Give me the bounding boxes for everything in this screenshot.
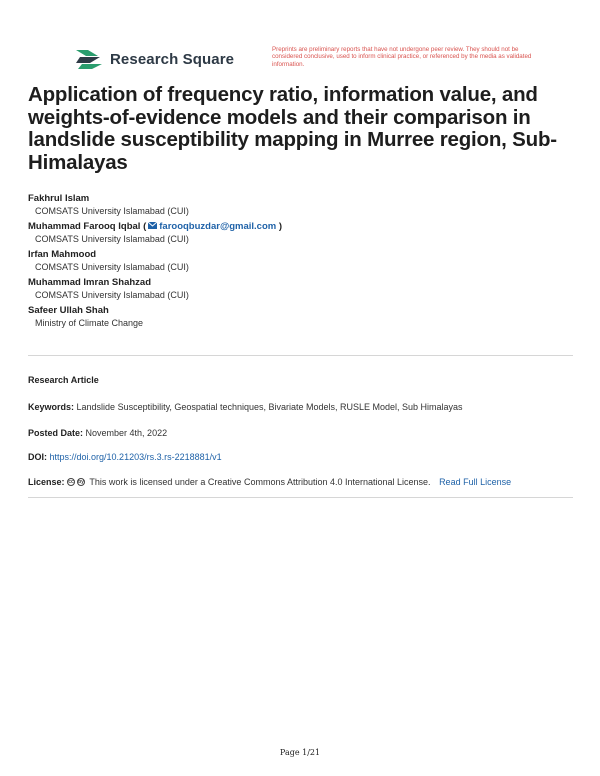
- author-item: [28, 304, 573, 329]
- mail-icon: [148, 222, 157, 229]
- author-affiliation: COMSATS University Islamabad (CUI): [35, 206, 189, 216]
- research-square-logo[interactable]: [74, 48, 234, 70]
- divider: [28, 497, 573, 498]
- creative-commons-icon: cc: [68, 479, 74, 486]
- email-close-paren: ): [278, 221, 283, 232]
- license-icons: [67, 478, 85, 486]
- author-affiliation: Ministry of Climate Change: [35, 318, 144, 328]
- keywords-label: Keywords:: [28, 402, 75, 412]
- author-name: Muhammad Farooq Iqbal: [28, 221, 141, 232]
- author-affiliation: COMSATS University Islamabad (CUI): [35, 262, 189, 272]
- author-list: [28, 192, 573, 332]
- email-open-paren: (: [143, 221, 147, 232]
- posted-date-value: November 4th, 2022: [85, 428, 168, 438]
- doi-row: [28, 452, 222, 462]
- author-item: [28, 220, 573, 245]
- author-affiliation: COMSATS University Islamabad (CUI): [35, 290, 189, 300]
- license-label: License:: [28, 477, 65, 487]
- article-type: [28, 375, 99, 385]
- author-item: [28, 192, 573, 217]
- author-name: Muhammad Imran Shahzad: [28, 277, 151, 288]
- author-name-row: [28, 220, 573, 233]
- read-full-license-link[interactable]: Read Full License: [439, 477, 512, 487]
- page-number: Page 1/21: [279, 748, 321, 757]
- keywords-row: [28, 402, 463, 412]
- logo-text: [110, 51, 234, 68]
- license-row: [28, 477, 511, 487]
- author-name: Fakhrul Islam: [28, 193, 90, 204]
- logo-text-research: Research: [110, 50, 179, 68]
- license-text: This work is licensed under a Creative Commons Attribution 4.0 International License.: [89, 477, 431, 487]
- author-email-link[interactable]: farooqbuzdar@gmail.com: [159, 221, 277, 232]
- article-type-label: Research Article: [28, 375, 99, 385]
- divider: [28, 355, 573, 356]
- logo-text-square: Square: [182, 50, 235, 68]
- posted-date-label: Posted Date:: [28, 428, 84, 438]
- logo-mark-icon: [74, 48, 104, 70]
- author-item: [28, 276, 573, 301]
- doi-label: DOI:: [28, 452, 47, 462]
- preprint-disclaimer: Preprints are preliminary reports that have not undergone peer review. They should not be considered conclusive, used to inform clinical practice, or referenced by the media as validated information.: [272, 46, 532, 68]
- author-item: [28, 248, 573, 273]
- author-name: Safeer Ullah Shah: [28, 305, 109, 316]
- doi-link[interactable]: https://doi.org/10.21203/rs.3.rs-2218881/v1: [49, 452, 222, 462]
- author-name: Irfan Mahmood: [28, 249, 97, 260]
- author-affiliation: COMSATS University Islamabad (CUI): [35, 234, 189, 244]
- paper-title: Application of frequency ratio, information value, and weights-of-evidence models and their comparison in landslide susceptibility mapping in Murree region, Sub-Himalayas: [28, 83, 557, 174]
- keywords-value: Landslide Susceptibility, Geospatial techniques, Bivariate Models, RUSLE Model, Sub Himalayas: [76, 402, 463, 412]
- attribution-icon: by: [78, 479, 84, 486]
- posted-date-row: [28, 428, 167, 438]
